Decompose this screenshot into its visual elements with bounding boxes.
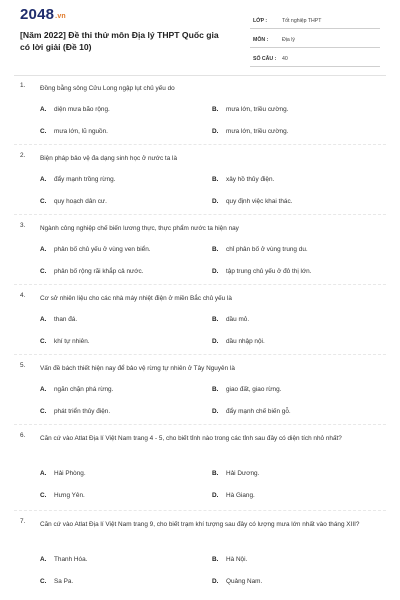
question-text: Cơ sở nhiên liệu cho các nhà máy nhiệt điện ở miền Bắc chủ yếu là: [40, 295, 232, 302]
option-letter: D.: [212, 578, 219, 585]
option-text: đẩy mạnh trồng rừng.: [54, 176, 116, 183]
option-d[interactable]: [212, 128, 288, 135]
option-c[interactable]: [40, 492, 85, 499]
exam-title: [Năm 2022] Đề thi thử môn Địa lý THPT Quốc gia có lời giải (Đề 10): [20, 30, 219, 52]
question-text: Đồng bằng sông Cửu Long ngập lụt chủ yếu do: [40, 85, 175, 92]
option-d[interactable]: [212, 578, 262, 585]
option-text: tập trung chủ yếu ở đô thị lớn.: [226, 268, 312, 275]
option-b[interactable]: [212, 316, 249, 323]
question-number: 2.: [20, 152, 26, 159]
option-text: khí tự nhiên.: [54, 338, 90, 345]
option-letter: A.: [40, 470, 47, 477]
option-text: giao đất, giao rừng.: [226, 386, 282, 393]
option-a[interactable]: [40, 386, 113, 393]
option-a[interactable]: [40, 106, 110, 113]
option-text: quy hoạch dân cư.: [54, 198, 107, 205]
option-text: Quảng Nam.: [226, 578, 263, 585]
meta-value: Tốt nghiệp THPT: [282, 18, 322, 24]
option-letter: D.: [212, 268, 219, 275]
exam-meta: [250, 15, 380, 72]
question-number: 3.: [20, 222, 26, 229]
option-text: chỉ phân bố ở vùng trung du.: [226, 246, 308, 253]
option-letter: B.: [212, 470, 219, 477]
option-letter: C.: [40, 338, 47, 345]
option-c[interactable]: [40, 128, 108, 135]
option-b[interactable]: [212, 106, 288, 113]
option-c[interactable]: [40, 268, 143, 275]
option-b[interactable]: [212, 556, 247, 563]
option-b[interactable]: [212, 470, 259, 477]
document-header: [0, 0, 400, 72]
meta-value: 40: [282, 56, 288, 62]
option-d[interactable]: [212, 198, 292, 205]
option-c[interactable]: [40, 578, 73, 585]
option-letter: B.: [212, 316, 219, 323]
option-text: phân bố rộng rãi khắp cả nước.: [54, 268, 144, 275]
option-letter: A.: [40, 556, 47, 563]
question-number: 5.: [20, 362, 26, 369]
option-text: Hưng Yên.: [54, 492, 85, 499]
option-letter: B.: [212, 176, 219, 183]
option-letter: D.: [212, 338, 219, 345]
option-b[interactable]: [212, 176, 274, 183]
option-letter: A.: [40, 386, 47, 393]
option-c[interactable]: [40, 338, 90, 345]
option-letter: D.: [212, 492, 219, 499]
option-text: quy định việc khai thác.: [226, 198, 293, 205]
option-d[interactable]: [212, 408, 291, 415]
question-divider: [14, 354, 386, 355]
meta-label: MÔN :: [253, 37, 269, 43]
option-a[interactable]: [40, 470, 86, 477]
question-text: Vấn đề bách thiết hiện nay để bảo vệ rừng tự nhiên ở Tây Nguyên là: [40, 365, 235, 372]
option-letter: B.: [212, 386, 219, 393]
option-text: Thanh Hóa.: [54, 556, 88, 563]
option-text: Sa Pa.: [54, 578, 74, 585]
option-letter: C.: [40, 492, 47, 499]
option-text: phát triển thủy điện.: [54, 408, 111, 415]
option-letter: C.: [40, 198, 47, 205]
question-number: 6.: [20, 432, 26, 439]
question-divider: [14, 510, 386, 511]
question-text: Căn cứ vào Atlat Địa lí Việt Nam trang 4 - 5, cho biết tỉnh nào trong các tỉnh sau đây có diện tích nhỏ nhất?: [40, 435, 342, 442]
option-text: dầu nhập nội.: [226, 338, 265, 345]
option-letter: D.: [212, 408, 219, 415]
option-letter: A.: [40, 176, 47, 183]
option-letter: B.: [212, 246, 219, 253]
option-c[interactable]: [40, 408, 110, 415]
option-d[interactable]: [212, 338, 265, 345]
option-a[interactable]: [40, 556, 87, 563]
option-a[interactable]: [40, 176, 115, 183]
logo-main: 2048: [20, 6, 55, 23]
header-divider: [14, 75, 386, 76]
option-letter: D.: [212, 198, 219, 205]
question-text: Biện pháp bảo vệ đa dạng sinh học ở nước ta là: [40, 155, 178, 162]
option-text: mưa lớn, lũ nguồn.: [54, 128, 108, 135]
option-text: mưa lớn, triều cường.: [226, 106, 289, 113]
question-divider: [14, 284, 386, 285]
option-b[interactable]: [212, 386, 281, 393]
option-letter: C.: [40, 578, 47, 585]
option-text: ngăn chặn phá rừng.: [54, 386, 114, 393]
question-divider: [14, 214, 386, 215]
option-a[interactable]: [40, 246, 151, 253]
option-letter: B.: [212, 106, 219, 113]
option-c[interactable]: [40, 198, 107, 205]
option-text: đẩy mạnh chế biến gỗ.: [226, 408, 291, 415]
option-d[interactable]: [212, 492, 255, 499]
option-text: dầu mỏ.: [226, 316, 250, 323]
option-letter: B.: [212, 556, 219, 563]
meta-value: Địa lý: [282, 37, 295, 43]
option-text: Hà Giang.: [226, 492, 255, 499]
option-letter: A.: [40, 316, 47, 323]
option-letter: C.: [40, 408, 47, 415]
option-letter: D.: [212, 128, 219, 135]
question-number: 1.: [20, 82, 26, 89]
option-text: xây hồ thủy điện.: [226, 176, 275, 183]
meta-label: SỐ CÂU :: [253, 56, 277, 62]
option-text: phân bố chủ yếu ở vùng ven biển.: [54, 246, 151, 253]
option-text: Hải Phòng.: [54, 470, 86, 477]
option-letter: A.: [40, 246, 47, 253]
meta-row-subject: [250, 34, 380, 48]
meta-row-class: [250, 15, 380, 29]
question-divider: [14, 144, 386, 145]
logo-tld: .vn: [55, 13, 66, 20]
option-text: Hải Dương.: [226, 470, 260, 477]
question-number: 7.: [20, 518, 26, 525]
meta-label: LỚP :: [253, 18, 268, 24]
option-b[interactable]: [212, 246, 308, 253]
question-divider: [14, 424, 386, 425]
option-letter: A.: [40, 106, 47, 113]
option-a[interactable]: [40, 316, 77, 323]
question-text: Ngành công nghiệp chế biến lương thực, thực phẩm nước ta hiện nay: [40, 225, 239, 232]
question-text: Căn cứ vào Atlat Địa lí Việt Nam trang 9, cho biết trạm khí tượng sau đây có lượng mưa lớn nhất vào tháng XIII?: [40, 521, 360, 528]
option-text: Hà Nội.: [226, 556, 248, 563]
option-d[interactable]: [212, 268, 311, 275]
site-logo[interactable]: [20, 6, 66, 23]
meta-row-count: [250, 53, 380, 67]
question-number: 4.: [20, 292, 26, 299]
option-letter: C.: [40, 128, 47, 135]
option-text: than đá.: [54, 316, 78, 323]
option-text: mưa lớn, triều cường.: [226, 128, 289, 135]
option-text: diện mưa bão rộng.: [54, 106, 110, 113]
option-letter: C.: [40, 268, 47, 275]
